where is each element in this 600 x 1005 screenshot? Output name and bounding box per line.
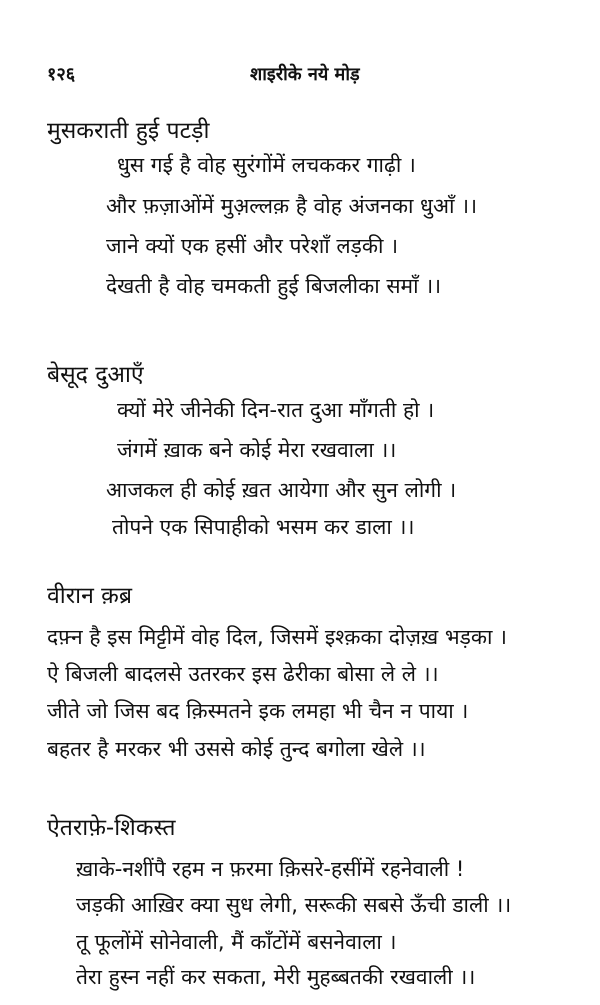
- verse-line: दफ़्न है इस मिट्टीमें वोह दिल, जिसमें इश्क़का दोज़ख़ भड़का ।: [47, 625, 508, 649]
- verse-line: जड़की आख़िर क्या सुध लेगी, सरूकी सबसे ऊँची डाली ।।: [76, 893, 512, 917]
- verse-line: धुस गई है वोह सुरंगोंमें लचककर गाढ़ी ।: [117, 153, 416, 177]
- verse-line: तोपने एक सिपाहीको भसम कर डाला ।।: [112, 515, 415, 539]
- poem-title: मुसकराती हुई पटड़ी: [47, 118, 210, 144]
- verse-line: देखती है वोह चमकती हुई बिजलीका समाँ ।।: [106, 274, 442, 298]
- verse-line: तू फूलोंमें सोनेवाली, मैं काँटोंमें बसनेवाला ।: [76, 930, 397, 954]
- running-title: शाइरीके नये मोड़: [250, 64, 360, 85]
- verse-line: जीते जो जिस बद क़िस्मतने इक लमहा भी चैन न पाया ।: [47, 699, 469, 723]
- verse-line: क्यों मेरे जीनेकी दिन-रात दुआ माँगती हो ।: [117, 398, 435, 422]
- verse-line: ख़ाके-नशींपै रहम न फ़रमा क़िसरे-हसींमें रहनेवाली !: [76, 857, 465, 881]
- verse-line: जंगमें ख़ाक बने कोई मेरा रखवाला ।।: [117, 438, 397, 462]
- verse-line: बहतर है मरकर भी उससे कोई तुन्द बगोला खेले ।।: [47, 737, 426, 761]
- poem-title: वीरान क़ब्र: [47, 583, 132, 609]
- verse-line: तेरा हुस्न नहीं कर सकता, मेरी मुहब्बतकी रखवाली ।।: [76, 965, 476, 989]
- poem-title: बेसूद दुआएँ: [47, 362, 144, 388]
- verse-line: जाने क्यों एक हसीं और परेशाँ लड़की ।: [106, 234, 399, 258]
- page-number: १२६: [47, 64, 76, 85]
- verse-line: ऐ बिजली बादलसे उतरकर इस ढेरीका बोसा ले ले ।।: [47, 662, 439, 686]
- poem-title: ऐतराफ़े-शिकस्त: [47, 815, 176, 841]
- verse-line: और फ़ज़ाओंमें मुअ़ल्लक़ है वोह अंजनका धुआँ ।।: [106, 194, 478, 218]
- verse-line: आजकल ही कोई ख़त आयेगा और सुन लोगी ।: [106, 478, 457, 502]
